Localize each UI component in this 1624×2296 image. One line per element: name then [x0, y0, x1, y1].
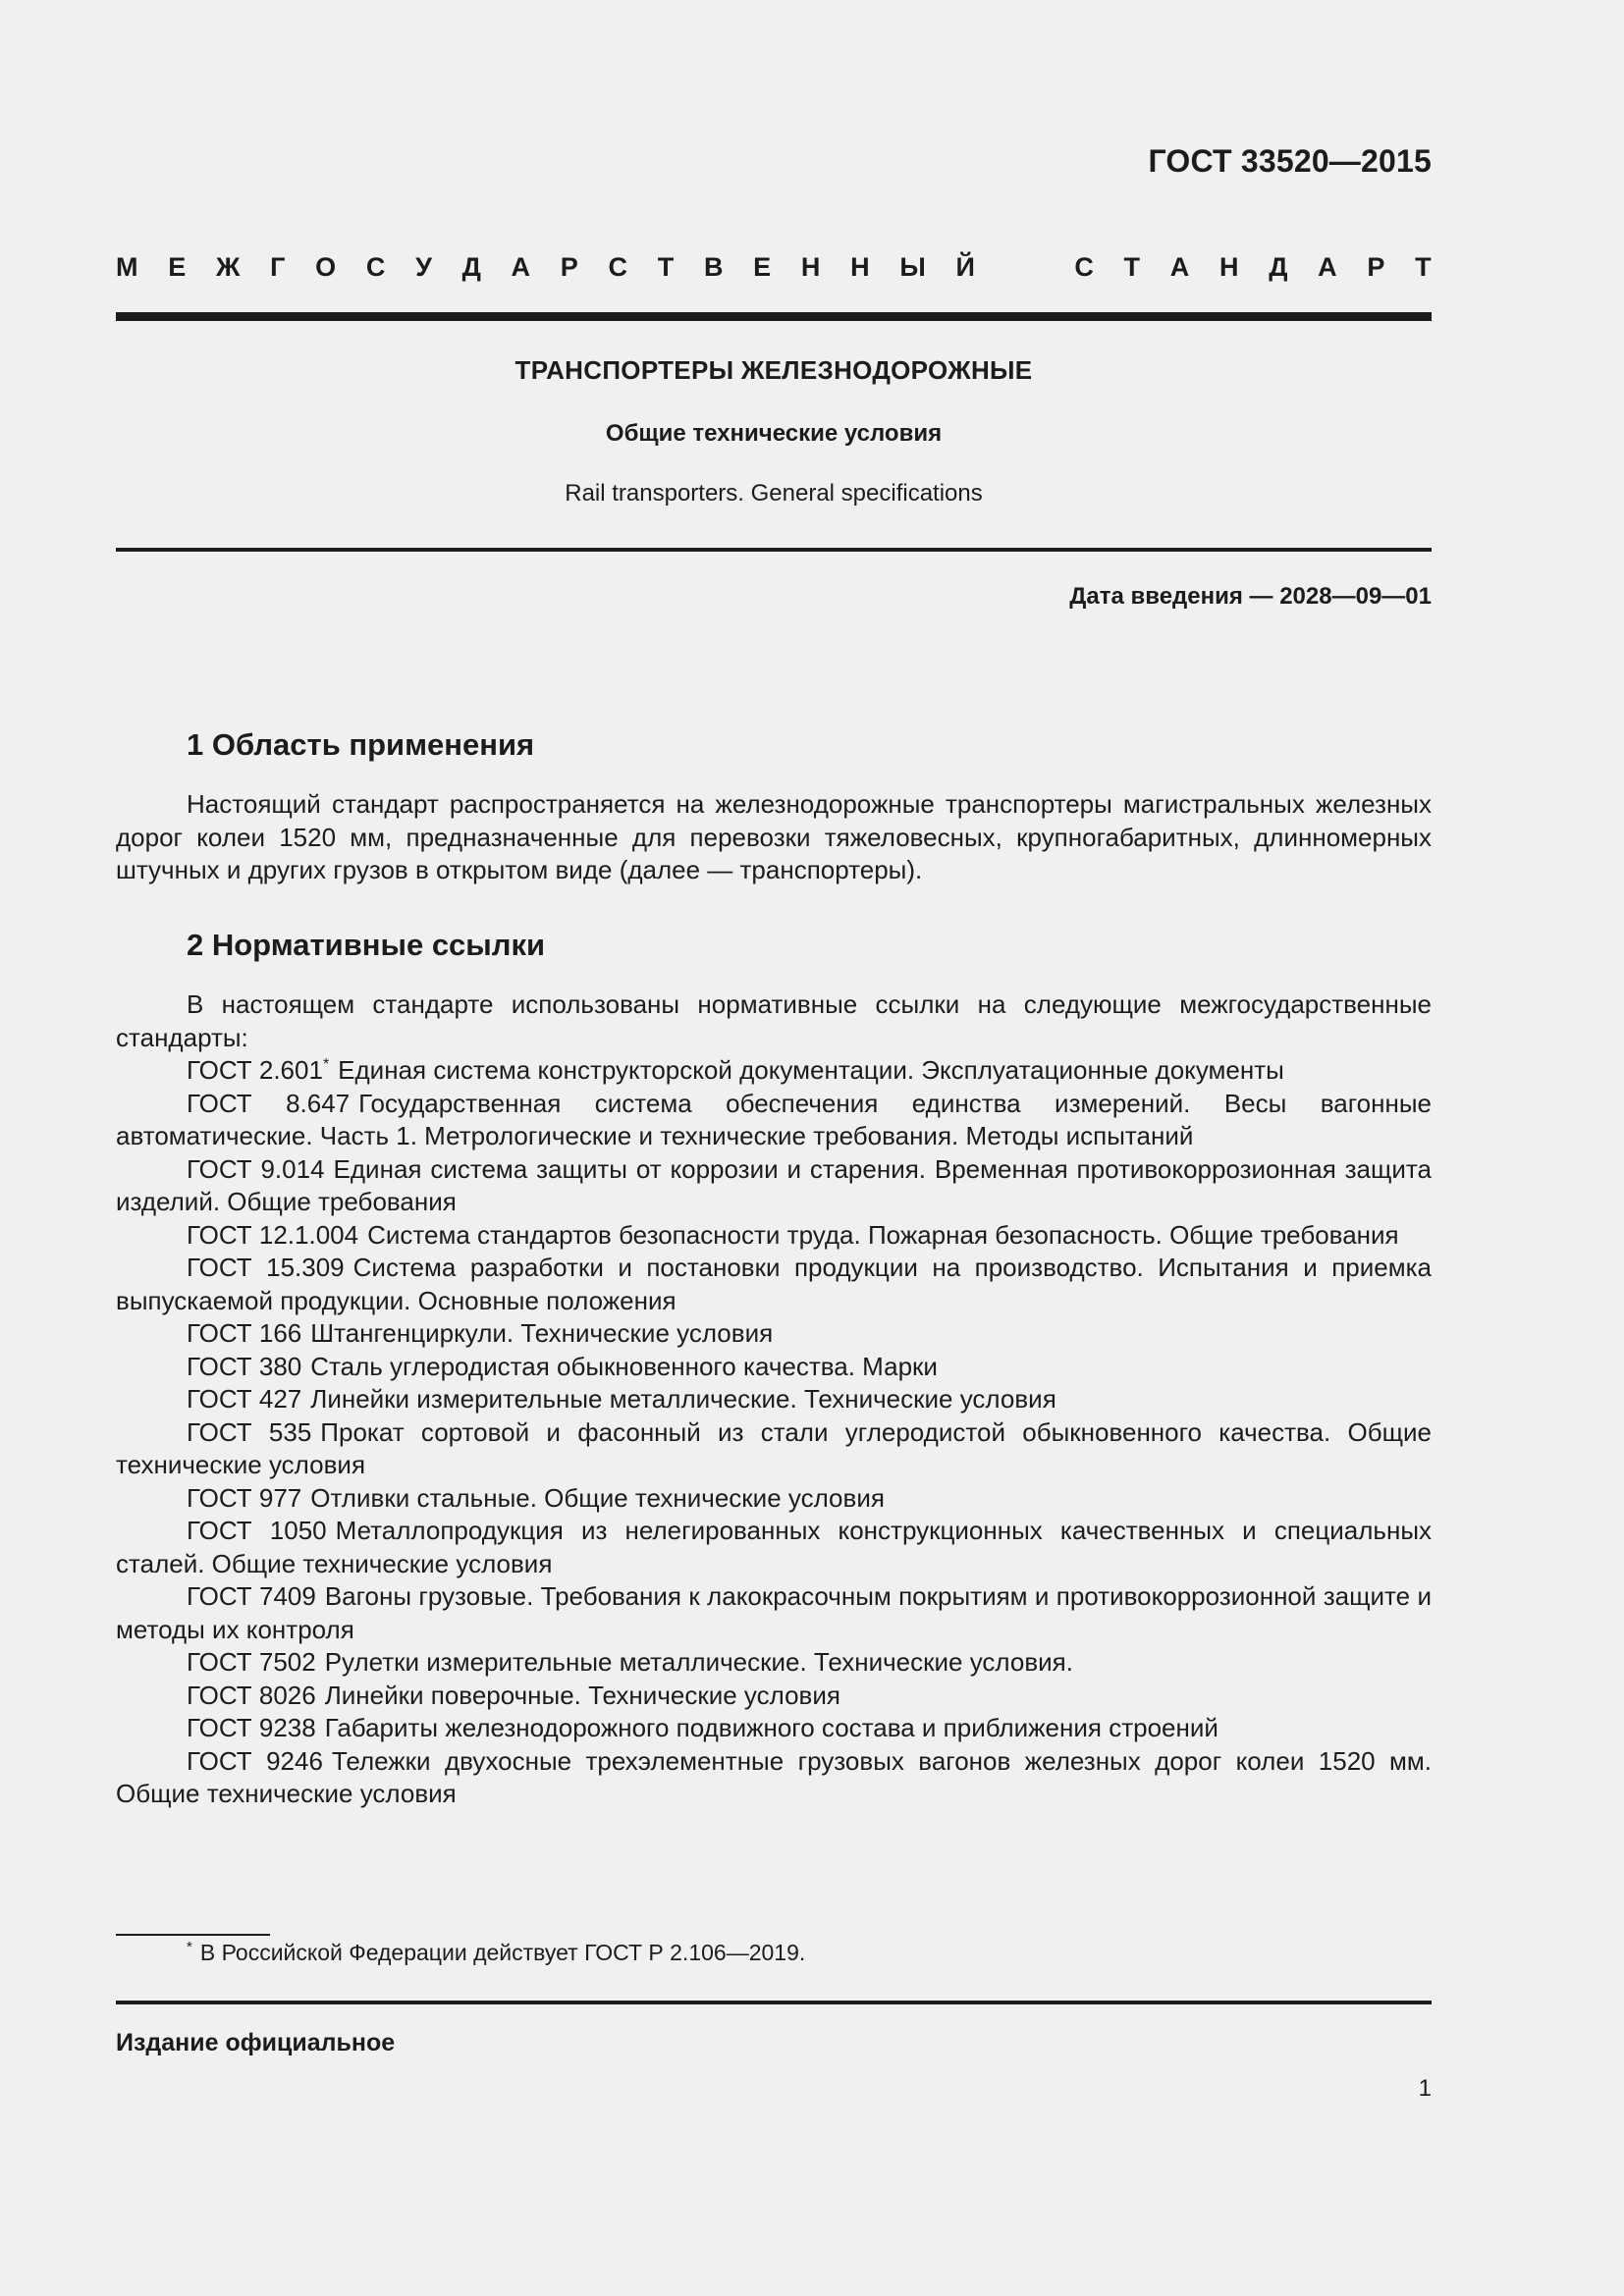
standard-type-letter: Д [1269, 252, 1288, 282]
reference-title: Единая система конструкторской документации. Эксплуатационные документы [338, 1055, 1284, 1085]
reference-code: ГОСТ 1050 [187, 1516, 327, 1545]
footer-rule [116, 2001, 1432, 2004]
standard-type-letter: Д [461, 252, 481, 282]
reference-item [116, 1317, 1432, 1351]
reference-code: ГОСТ 535 [187, 1416, 312, 1447]
reference-code: ГОСТ 2.601 [187, 1055, 323, 1085]
section-1-paragraph: Настоящий стандарт распространяется на железнодорожные транспортеры магистральных железных дорог колеи 1520 мм, предназначенные для перевозки тяжеловесных, крупногабаритных, длинномерных штучных и других грузов в открытом виде (далее — транспортеры). [116, 789, 1432, 884]
reference-title: Система разработки и постановки продукции на производство. Испытания и приемка выпускаемой продукции. Основные положения [116, 1253, 1432, 1315]
standard-type-letter: А [1318, 252, 1337, 282]
reference-title: Линейки измерительные металлические. Технические условия [310, 1384, 1056, 1414]
reference-title: Металлопродукция из нелегированных конструкционных качественных и специальных сталей. Общие технические условия [116, 1516, 1433, 1578]
english-title: Rail transporters. General specifications [565, 480, 983, 507]
standard-type-letter: Р [560, 252, 578, 282]
section-2-intro: В настоящем стандарте использованы нормативные ссылки на следующие межгосударственные стандарты: [116, 989, 1432, 1052]
reference-code: ГОСТ 9246 [187, 1745, 323, 1776]
reference-title: Единая система защиты от коррозии и старения. Временная противокоррозионная защита изделий. Общие требования [116, 1153, 1432, 1216]
official-edition-label: Издание официальное [116, 2029, 396, 2056]
reference-item [116, 1515, 1432, 1580]
reference-code: ГОСТ 12.1.004 [187, 1219, 359, 1250]
reference-title: Штангенциркули. Технические условия [310, 1318, 774, 1348]
reference-code: ГОСТ 427 [187, 1384, 302, 1414]
reference-code: ГОСТ 7409 [187, 1581, 316, 1611]
reference-title: Прокат сортовой и фасонный из стали углеродистой обыкновенного качества. Общие технические условия [116, 1416, 1432, 1479]
standard-type-letter: Т [1415, 252, 1432, 282]
document-page [116, 0, 1432, 2296]
standard-type-letter: Й [955, 252, 975, 282]
reference-code: ГОСТ 15.309 [187, 1253, 345, 1282]
reference-title: Рулетки измерительные металлические. Технические условия. [324, 1647, 1073, 1677]
standard-type-banner [116, 252, 1432, 283]
reference-item [116, 1416, 1432, 1482]
standard-type-letter: У [415, 252, 432, 282]
reference-item [116, 1680, 1432, 1713]
reference-footnote-mark: * [322, 1056, 330, 1073]
reference-item [116, 1383, 1432, 1416]
standard-type-letter: Н [800, 252, 821, 282]
standard-type-letter: Е [753, 252, 772, 282]
standard-type-letter: А [1169, 252, 1190, 282]
standard-type-letter: Г [270, 252, 286, 282]
standard-type-letter: С [365, 252, 386, 282]
reference-title: Отливки стальные. Общие технические условия [310, 1482, 885, 1513]
reference-item [116, 1351, 1432, 1384]
reference-title: Система стандартов безопасности труда. Пожарная безопасность. Общие требования [367, 1219, 1399, 1250]
standard-type-letter: Ы [899, 252, 926, 282]
reference-title: Вагоны грузовые. Требования к лакокрасочным покрытиям и противокоррозионной защите и методы их контроля [116, 1581, 1432, 1644]
section-2-body [116, 988, 1432, 1811]
section-1-body [116, 788, 1432, 887]
standard-type-letter: Н [1218, 252, 1239, 282]
standard-type-letter: Р [1367, 252, 1385, 282]
standard-type-letter: О [315, 252, 337, 282]
reference-code: ГОСТ 977 [187, 1482, 302, 1513]
word-gap [1005, 252, 1045, 283]
standard-type-letter: Ж [215, 252, 241, 282]
reference-item [116, 1088, 1432, 1153]
document-code: ГОСТ 33520—2015 [1148, 143, 1432, 179]
standard-type-letter: Е [168, 252, 187, 282]
standard-type-letter: Н [850, 252, 870, 282]
standard-type-letter: С [1074, 252, 1094, 282]
standard-type-letter: В [703, 252, 724, 282]
reference-list [116, 1054, 1432, 1811]
reference-code: ГОСТ 380 [187, 1351, 302, 1381]
document-title: ТРАНСПОРТЕРЫ ЖЕЛЕЗНОДОРОЖНЫЕ [514, 355, 1033, 385]
page-number: 1 [1418, 2075, 1432, 2102]
reference-item [116, 1646, 1432, 1680]
reference-item [116, 1153, 1432, 1219]
reference-code: ГОСТ 166 [187, 1318, 302, 1348]
footnote-rule [116, 1934, 270, 1936]
footnote [187, 1940, 805, 1966]
reference-code: ГОСТ 9.014 [187, 1153, 325, 1184]
reference-item [116, 1482, 1432, 1516]
reference-item [116, 1745, 1432, 1811]
reference-code: ГОСТ 8.647 [187, 1088, 351, 1118]
reference-title: Габариты железнодорожного подвижного состава и приближения строений [324, 1713, 1218, 1742]
reference-item [116, 1712, 1432, 1745]
reference-code: ГОСТ 7502 [187, 1647, 316, 1677]
reference-title: Сталь углеродистая обыкновенного качества. Марки [310, 1351, 938, 1381]
standard-type-letter: М [116, 252, 138, 282]
reference-code: ГОСТ 9238 [187, 1713, 316, 1742]
title-rule [116, 548, 1432, 552]
section-1-heading: 1 Область применения [187, 727, 535, 762]
section-2-heading: 2 Нормативные ссылки [187, 928, 546, 962]
reference-title: Государственная система обеспечения единства измерений. Весы вагонные автоматические. Часть 1. Метрологические и технические требования. Методы испытаний [116, 1088, 1432, 1150]
standard-type-letter: Т [657, 252, 675, 282]
reference-item [116, 1580, 1432, 1646]
document-subtitle: Общие технические условия [605, 420, 943, 447]
standard-type-letter: С [608, 252, 627, 282]
reference-title: Линейки поверочные. Технические условия [324, 1680, 840, 1710]
header-rule [116, 312, 1432, 321]
footnote-text: В Российской Федерации действует ГОСТ Р 2.106—2019. [199, 1940, 806, 1965]
standard-type-letter: А [511, 252, 531, 282]
reference-code: ГОСТ 8026 [187, 1680, 316, 1710]
reference-title: Тележки двухосные трехэлементные грузовых вагонов железных дорог колеи 1520 мм. Общие технические условия [116, 1745, 1433, 1808]
reference-item [116, 1054, 1432, 1088]
footnote-mark: * [187, 1939, 192, 1955]
standard-type-letter: Т [1123, 252, 1141, 282]
introduction-date: Дата введения — 2028—09—01 [1069, 583, 1432, 610]
reference-item [116, 1219, 1432, 1253]
reference-item [116, 1252, 1432, 1317]
